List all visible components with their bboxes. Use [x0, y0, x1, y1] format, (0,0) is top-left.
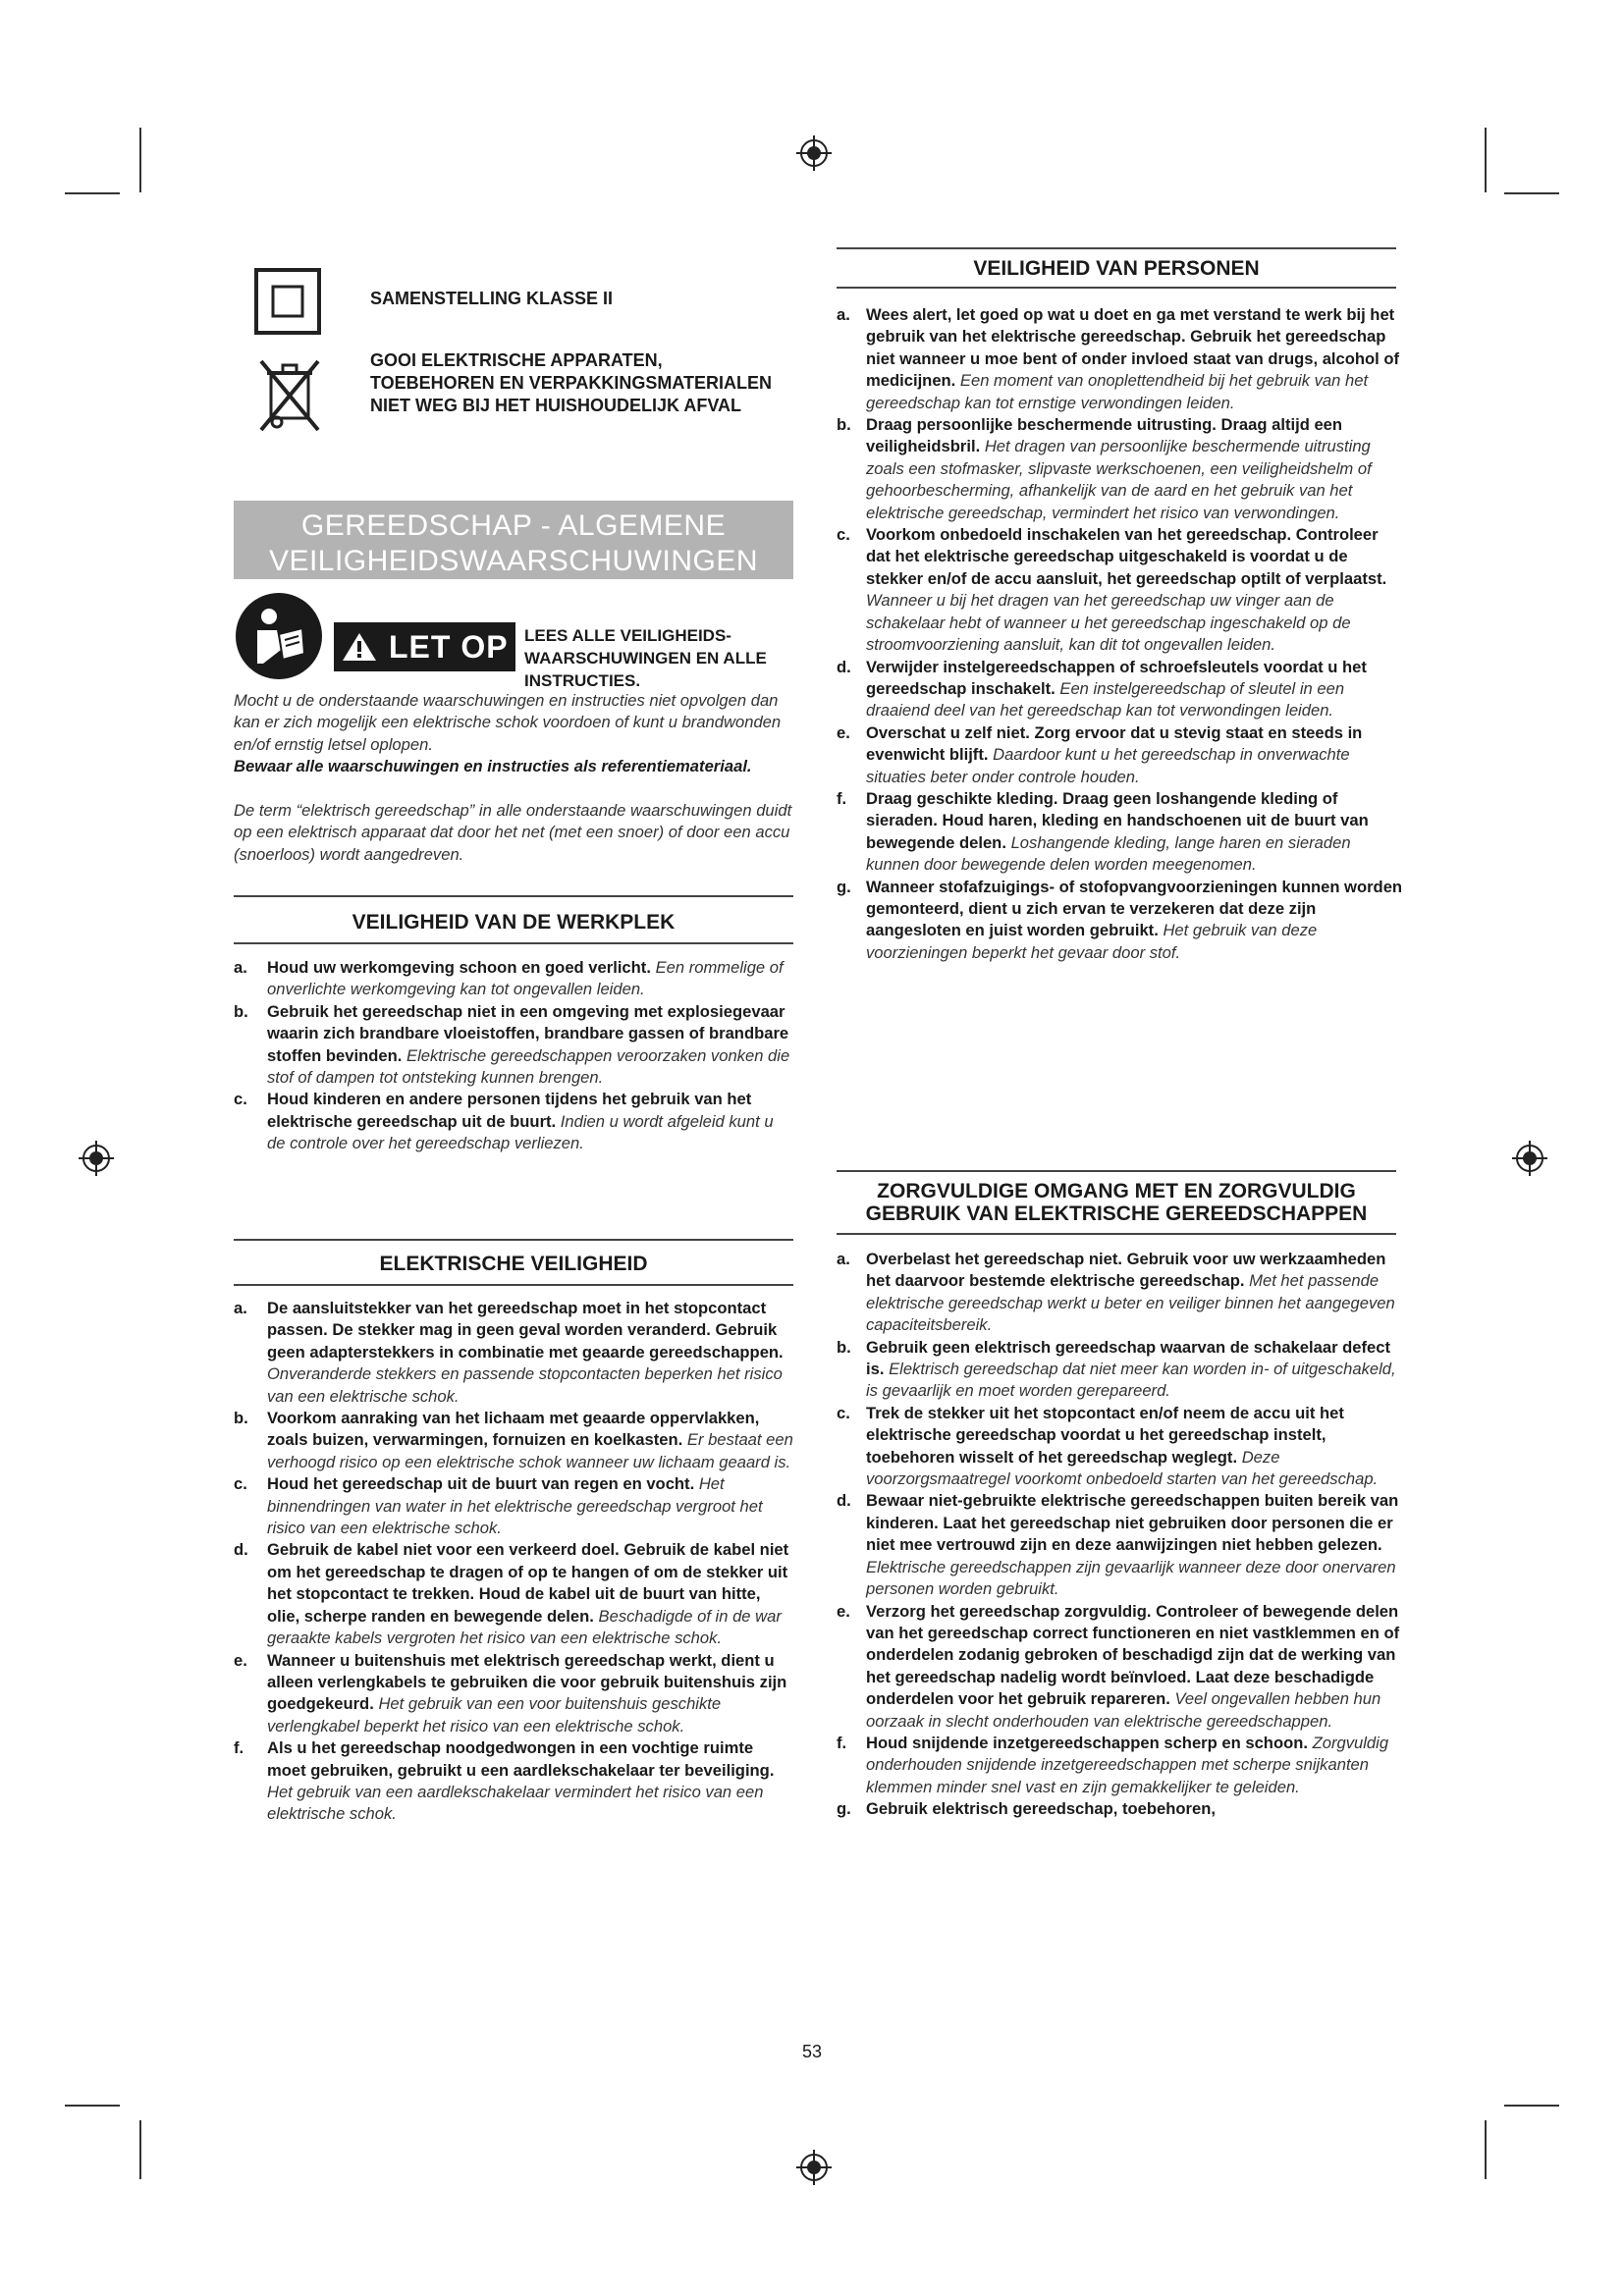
list-item — [234, 1539, 793, 1649]
warning-term: De term “elektrisch gereedschap” in alle onderstaande waarschuwingen duidt op een elektrisch apparaat dat door het net (met een snoer) of door een accu (snoerloos) wordt aangedreven. — [234, 801, 792, 864]
list-item-explanation: Zorgvuldig onderhouden snijdende inzetgereedschappen met scherpe snijkanten klemmen minder snel vast en zijn gemakkelijker te geleiden. — [866, 1733, 1389, 1796]
list-item — [234, 1089, 793, 1154]
list-item — [234, 957, 793, 1001]
crop-mark — [65, 2105, 120, 2107]
list-item — [234, 1408, 793, 1473]
divider — [837, 1170, 1396, 1172]
read-manual-icon — [234, 591, 324, 681]
divider — [234, 1284, 793, 1286]
list-item-marker: a. — [234, 1299, 247, 1317]
registration-mark-icon — [794, 133, 834, 173]
list-item-instruction: Draag geschikte kleding. Draag geen loshangende kleding of sieraden. Houd haren, kleding en handschoenen uit de buurt van bewegende delen. — [866, 788, 1369, 852]
list-item — [837, 788, 1406, 877]
list-item-marker: b. — [837, 415, 851, 435]
list-item — [837, 877, 1406, 965]
registration-mark-icon — [1510, 1139, 1549, 1178]
section-banner — [234, 501, 793, 579]
list-item — [837, 1733, 1406, 1798]
section-title-zorg — [837, 1180, 1396, 1225]
list-item-instruction: Wanneer stofafzuigings- of stofopvangvoorzieningen kunnen worden gemonteerd, dient u zich ervan te verzekeren dat deze zijn aangesloten en juist worden gebruikt. — [866, 877, 1403, 940]
crossed-bin-icon — [257, 355, 322, 434]
list-item-explanation: Het binnendringen van water in het elektrische gereedschap vergroot het risico van een elektrische schok. — [267, 1474, 763, 1538]
list-item-explanation: Loshangende kleding, lange haren en sieraden kunnen door bewegende delen worden meegenomen. — [866, 832, 1351, 875]
list-item — [837, 722, 1406, 788]
crop-mark — [1504, 192, 1559, 194]
class-ii-square-icon — [253, 267, 322, 336]
list-item-instruction: De aansluitstekker van het gereedschap moet in het stopcontact passen. De stekker mag in geen geval worden veranderd. Gebruik geen adapterstekkers in combinatie met geaarde gereedschappen. — [267, 1299, 784, 1362]
list-item-instruction: Voorkom aanraking van het lichaam met geaarde oppervlakken, zoals buizen, verwarmingen, fornuizen en koelkasten. — [267, 1409, 760, 1450]
list-item-marker: e. — [234, 1650, 247, 1670]
list-item-instruction: Voorkom onbedoeld inschakelen van het gereedschap. Controleer dat het elektrische gereedschap uitgeschakeld is voordat u de stekker en/of de accu aansluit, het gereedschap optilt of verplaatst. — [866, 525, 1387, 588]
list-item-explanation: Een instelgereedschap of sleutel in een draaiend deel van het gereedschap kan tot verwondingen leiden. — [866, 678, 1345, 721]
registration-mark-icon — [794, 2148, 834, 2187]
list-item-explanation: Veel ongevallen hebben hun oorzaak in slecht onderhouden van elektrische gereedschappen. — [866, 1689, 1381, 1731]
list-item-marker: a. — [234, 958, 247, 977]
list-item-marker: e. — [837, 722, 850, 742]
warning-triangle-icon — [342, 632, 377, 662]
list-item-instruction: Draag persoonlijke beschermende uitrusting. Draag altijd een veiligheidsbril. — [866, 415, 1343, 456]
list-item-marker: c. — [837, 1403, 850, 1422]
registration-mark-icon — [77, 1139, 116, 1178]
divider — [234, 1239, 793, 1241]
list-item-explanation: Het dragen van persoonlijke beschermende uitrusting zoals een stofmasker, slipvaste werkschoenen, een veiligheidshelm of gehoorbescherming, afhankelijk van de aard en het gebruik van het elektrische gereedschap, vermindert het risico van verwondingen. — [866, 437, 1372, 522]
list-item-explanation: Het gebruik van een aardlekschakelaar vermindert het risico van een elektrische schok. — [267, 1782, 764, 1824]
list-item-marker: c. — [234, 1090, 247, 1109]
list-item-explanation: Elektrische gereedschappen zijn gevaarlijk wanneer deze door onervaren personen worden gebruikt. — [866, 1557, 1396, 1599]
warning-keep: Bewaar alle waarschuwingen en instructies als referentiemateriaal. — [234, 757, 752, 775]
section-title-zorg-line1: ZORGVULDIGE OMGANG MET EN ZORGVULDIG — [877, 1180, 1356, 1202]
list-item-marker: b. — [234, 1001, 248, 1021]
list-item-instruction: Gebruik elektrisch gereedschap, toebehoren, — [866, 1799, 1216, 1819]
divider — [234, 895, 793, 897]
list-item — [234, 1001, 793, 1090]
list-item-explanation: Er bestaat een verhoogd risico op een elektrische schok wanneer uw lichaam geaard is. — [267, 1430, 793, 1471]
warning-intro: Mocht u de onderstaande waarschuwingen en instructies niet opvolgen dan kan er zich mogelijk een elektrische schok voordoen of kunt u brandwonden en/of ernstig letsel oplopen. — [234, 691, 782, 754]
list-item-instruction: Overschat u zelf niet. Zorg ervoor dat u stevig staat en steeds in evenwicht blijft. — [866, 722, 1363, 765]
divider — [837, 247, 1396, 249]
crop-mark — [1504, 2105, 1559, 2107]
crop-mark — [1485, 128, 1487, 192]
list-item-explanation: Daardoor kunt u het gereedschap in onverwachte situaties beter onder controle houden. — [866, 745, 1350, 786]
list-item-marker: e. — [837, 1601, 850, 1621]
warning-label-text: LET OP — [389, 629, 509, 665]
list-item — [837, 1601, 1406, 1733]
page-number: 53 — [801, 2042, 823, 2061]
section-title-zorg-line2: GEBRUIK VAN ELEKTRISCHE GEREEDSCHAPPEN — [865, 1202, 1368, 1225]
banner-line-2: VEILIGHEIDSWAARSCHUWINGEN — [268, 545, 759, 577]
list-item — [837, 657, 1406, 722]
list-item-explanation: Het gebruik van een voor buitenshuis geschikte verlengkabel beperkt het risico van een elektrische schok. — [267, 1694, 722, 1735]
list-item — [837, 1249, 1406, 1337]
list-item-instruction: Als u het gereedschap noodgedwongen in een vochtige ruimte moet gebruiken, gebruikt u een aardlekschakelaar ter beveiliging. — [267, 1738, 775, 1780]
list-item-instruction: Houd het gereedschap uit de buurt van regen en vocht. — [267, 1474, 695, 1494]
list-item — [837, 1403, 1406, 1491]
list-item-instruction: Wees alert, let goed op wat u doet en ga met verstand te werk bij het gebruik van het elektrische gereedschap. Gebruik het gereedschap niet wanneer u moe bent of onder invloed staat van drugs, alcohol of medicijnen. — [866, 305, 1400, 391]
symbol-text-waste: GOOI ELEKTRISCHE APPARATEN, TOEBEHOREN EN VERPAKKINGSMATERIALEN NIET WEG BIJ HET HUISHOUDELIJK AFVAL — [370, 350, 773, 415]
list-personen — [837, 304, 1406, 964]
crop-mark — [139, 2120, 141, 2179]
divider — [837, 1233, 1396, 1235]
list-item-instruction: Trek de stekker uit het stopcontact en/of neem de accu uit het elektrische gereedschap voordat u het gereedschap instelt, toebehoren wisselt of het gereedschap weglegt. — [866, 1403, 1344, 1467]
crop-mark — [1485, 2120, 1487, 2179]
list-item-instruction: Houd kinderen en andere personen tijdens het gebruik van het elektrische gereedschap uit de buurt. — [267, 1090, 752, 1131]
warning-heading: LEES ALLE VEILIGHEIDS-WAARSCHUWINGEN EN ALLE INSTRUCTIES. — [524, 626, 767, 690]
list-item-instruction: Houd uw werkomgeving schoon en goed verlicht. — [267, 958, 651, 977]
list-item-explanation: Het gebruik van deze voorzieningen beperkt het gevaar door stof. — [866, 921, 1318, 962]
list-item-marker: a. — [837, 1250, 850, 1268]
crop-mark — [139, 128, 141, 192]
list-item-explanation: Een moment van onoplettendheid bij het gebruik van het gereedschap kan tot ernstige verwondingen leiden. — [866, 371, 1369, 412]
list-item-marker: d. — [837, 1491, 851, 1511]
list-item — [234, 1650, 793, 1738]
list-item-marker: d. — [837, 657, 851, 676]
list-item-marker: f. — [837, 1733, 847, 1752]
list-item — [837, 414, 1406, 524]
list-zorg — [837, 1249, 1406, 1821]
list-item-explanation: Indien u wordt afgeleid kunt u de controle over het gereedschap verliezen. — [267, 1111, 774, 1153]
list-item-explanation: Beschadigde of in de war geraakte kabels vergroten het risico van een elektrische schok. — [267, 1606, 782, 1648]
list-item — [837, 304, 1406, 414]
list-item-marker: c. — [837, 525, 850, 545]
list-item — [234, 1473, 793, 1539]
list-item-instruction: Overbelast het gereedschap niet. Gebruik voor uw werkzaamheden het daarvoor bestemde elektrische gereedschap. — [866, 1250, 1386, 1291]
list-item-explanation: Onveranderde stekkers en passende stopcontacten beperken het risico van een elektrische schok. — [267, 1364, 783, 1406]
list-item-explanation: Een rommelige of onverlichte werkomgeving kan tot ongevallen leiden. — [267, 958, 784, 999]
list-item-instruction: Bewaar niet-gebruikte elektrische gereedschappen buiten bereik van kinderen. Laat het gereedschap niet gebruiken door personen die er niet mee vertrouwd zijn en deze aanwijzingen niet hebben gelezen. — [866, 1491, 1399, 1555]
banner-line-1: GEREEDSCHAP - ALGEMENE — [300, 509, 727, 542]
section-title-elektrisch: ELEKTRISCHE VEILIGHEID — [379, 1253, 648, 1275]
list-item — [837, 1798, 1406, 1820]
list-item-instruction: Gebruik het gereedschap niet in een omgeving met explosiegevaar waarin zich brandbare vloeistoffen, brandbare gassen of brandbare stoffen bevinden. — [267, 1001, 789, 1065]
list-elektrisch — [234, 1298, 793, 1826]
list-item-marker: b. — [837, 1337, 851, 1357]
list-item-explanation: Elektrisch gereedschap dat niet meer kan worden in- of uitgeschakeld, is gevaarlijk en moet worden gerepareerd. — [866, 1360, 1396, 1401]
list-item-marker: c. — [234, 1474, 247, 1494]
section-title-werkplek: VEILIGHEID VAN DE WERKPLEK — [352, 911, 676, 934]
list-item — [837, 1490, 1406, 1600]
divider — [234, 942, 793, 944]
divider — [837, 287, 1396, 289]
list-item-instruction: Verwijder instelgereedschappen of schroefsleutels voordat u het gereedschap inschakelt. — [866, 657, 1367, 698]
list-item-marker: g. — [837, 1799, 851, 1819]
list-item-explanation: Met het passende elektrische gereedschap werkt u beter en veiliger binnen het aangegeven capaciteitsbereik. — [866, 1271, 1395, 1335]
list-item-instruction: Gebruik de kabel niet voor een verkeerd doel. Gebruik de kabel niet om het gereedschap te dragen of op te hangen of om de stekker uit het stopcontact te trekken. Houd de kabel uit de buurt van hitte, olie, scherpe randen en bewegende delen. — [267, 1540, 789, 1626]
warning-label — [334, 622, 515, 671]
list-item-marker: f. — [837, 788, 847, 808]
list-item-explanation: Deze voorzorgsmaatregel voorkomt onbedoeld starten van het gereedschap. — [866, 1447, 1379, 1489]
list-item-marker: f. — [234, 1738, 244, 1758]
list-item — [234, 1298, 793, 1408]
list-item-instruction: Gebruik geen elektrisch gereedschap waarvan de schakelaar defect is. — [866, 1337, 1391, 1379]
list-item-instruction: Verzorg het gereedschap zorgvuldig. Controleer of bewegende delen van het gereedschap correct functioneren en niet vastklemmen en of onderdelen zodanig gebroken of beschadigd zijn dat de werking van het gereedschap nadelig wordt beïnvloed. Laat deze beschadigde onderdelen voor het gebruik repareren. — [866, 1601, 1400, 1709]
section-title-personen: VEILIGHEID VAN PERSONEN — [973, 257, 1260, 280]
list-item-marker: b. — [234, 1409, 248, 1428]
symbol-text-class-ii: SAMENSTELLING KLASSE II — [370, 289, 614, 308]
list-item-instruction: Houd snijdende inzetgereedschappen scherp en schoon. — [866, 1733, 1308, 1752]
list-item — [837, 524, 1406, 656]
list-item-explanation: Wanneer u bij het dragen van het gereedschap uw vinger aan de schakelaar hebt of wanneer u het gereedschap ingeschakeld op de stroomvoorziening aansluit, kan dit tot ongevallen leiden. — [866, 591, 1351, 655]
crop-mark — [65, 192, 120, 194]
list-item-marker: d. — [234, 1540, 248, 1560]
list-item-marker: g. — [837, 877, 851, 896]
list-item — [234, 1737, 793, 1826]
list-item-marker: a. — [837, 305, 850, 324]
list-item-instruction: Wanneer u buitenshuis met elektrisch gereedschap werkt, dient u alleen verlengkabels te gebruiken die voor gebruik buitenshuis zijn goedgekeurd. — [267, 1650, 787, 1714]
list-werkplek — [234, 957, 793, 1155]
list-item — [837, 1337, 1406, 1403]
list-item-explanation: Elektrische gereedschappen veroorzaken vonken die stof of dampen tot ontsteking kunnen brengen. — [267, 1045, 790, 1088]
